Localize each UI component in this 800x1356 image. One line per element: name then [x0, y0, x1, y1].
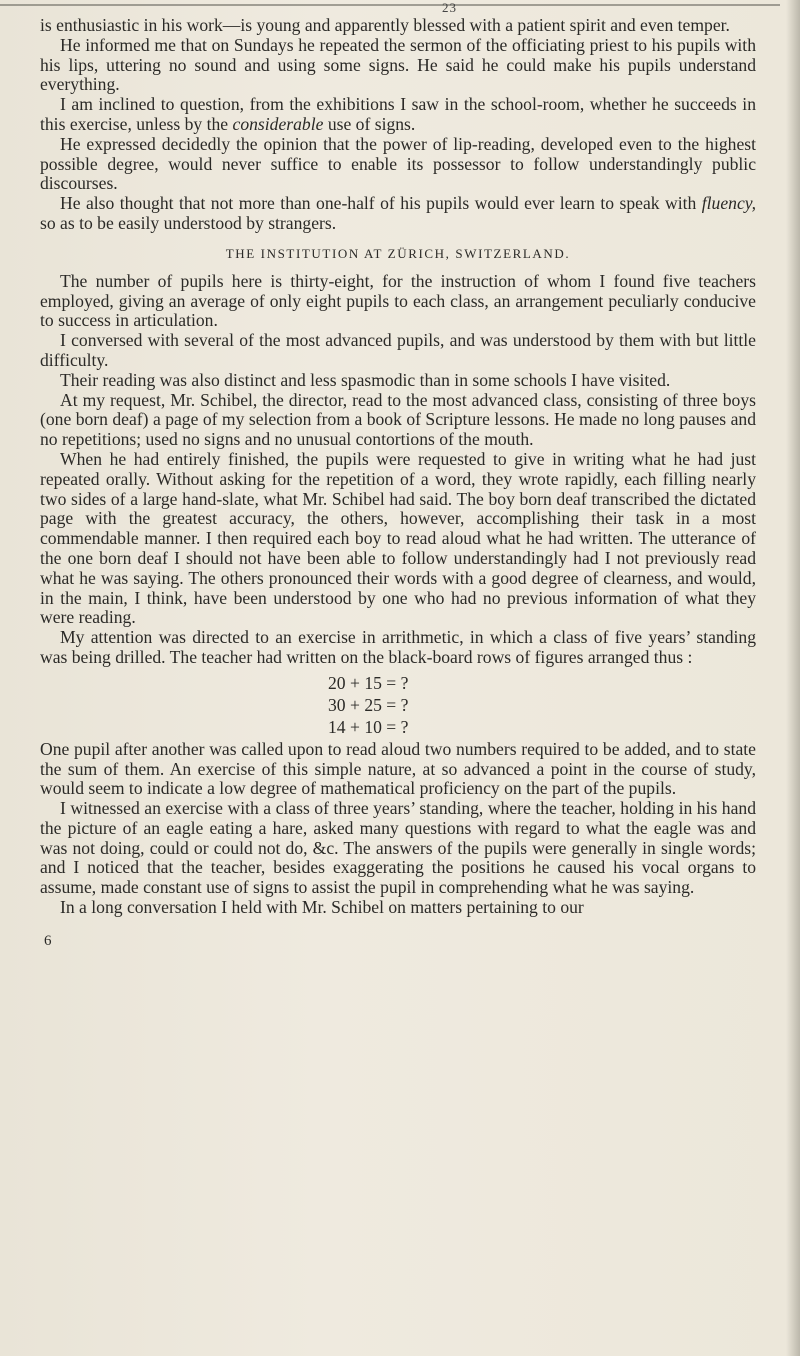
sum-row: 20 + 15 = ?	[328, 672, 409, 693]
paragraph: He expressed decidedly the opinion that the power of lip-reading, developed even to the highest possible degree, would never suffice to enable its possessor to follow understandingly public discourses.	[40, 133, 756, 194]
signature-mark: 6	[44, 932, 52, 949]
paragraph-text: I am inclined to question, from the exhibitions I saw in the school-room, whether he succeeds in this exercise, unless by the	[40, 94, 756, 134]
paragraph-text: use of signs.	[327, 113, 416, 134]
paragraph-text: He also thought that not more than one-half of his pupils would ever learn to speak with	[60, 193, 697, 214]
paragraph	[40, 194, 756, 234]
section-heading: THE INSTITUTION AT ZÜRICH, SWITZERLAND.	[225, 245, 571, 261]
sum-row: 30 + 25 = ?	[328, 694, 409, 715]
top-rule	[0, 4, 780, 6]
paragraph	[40, 95, 756, 135]
page-edge-shadow	[786, 0, 800, 1356]
paragraph-text: so as to be easily understood by strangers.	[40, 212, 337, 233]
page-number: 23	[442, 0, 457, 15]
emphasis-text: fluency,	[701, 193, 756, 214]
paragraph: is enthusiastic in his work—is young and apparently blessed with a patient spirit and even temper.	[40, 15, 730, 35]
arithmetic-rows	[40, 672, 756, 738]
paragraph: I witnessed an exercise with a class of three years’ standing, where the teacher, holding in his hand the picture of an eagle eating a hare, asked many questions with regard to what the eagle was and was not doing, could or could not do, &c. The answers of the pupils were generally in single words; and I noticed that the teacher, besides exaggerating the positions he caused his vocal organs to assume, made constant use of signs to assist the pupil in comprehending what he was saying.	[40, 798, 756, 898]
paragraph: In a long conversation I held with Mr. Schibel on matters pertaining to our	[60, 897, 584, 918]
emphasis-text: considerable	[232, 113, 324, 134]
paragraph: Their reading was also distinct and less spasmodic than in some schools I have visited.	[60, 369, 671, 390]
paragraph: One pupil after another was called upon to read aloud two numbers required to be added, and to state the sum of them. An exercise of this simple nature, at so advanced a point in the course of study, would seem to indicate a low degree of mathematical proficiency on the part of the pupils.	[40, 738, 756, 799]
paragraph: When he had entirely finished, the pupils were requested to give in writing what he had just repeated orally. Without asking for the repetition of a word, they wrote rapidly, each filling nearly two sides of a large hand-slate, what Mr. Schibel had said. The boy born deaf transcribed the dictated page with the greatest accuracy, the others, however, accomplishing their task in a most commendable manner. I then required each boy to read aloud what he had written. The utterance of the one born deaf I should not have been able to follow understandingly had I not previously read what he was saying. The others pronounced their words with a good degree of clearness, and would, in the main, I think, have been understood by one who had no previous information of what they were reading.	[40, 448, 756, 628]
paragraph: I conversed with several of the most advanced pupils, and was understood by them with but little difficulty.	[40, 330, 756, 370]
sum-row: 14 + 10 = ?	[328, 716, 409, 737]
paragraph: He informed me that on Sundays he repeated the sermon of the officiating priest to his pupils with his lips, uttering no sound and using some signs. He said he could make his pupils understand everything.	[40, 34, 756, 95]
paragraph: The number of pupils here is thirty-eight, for the instruction of whom I found five teachers employed, giving an average of only eight pupils to each class, an arrangement peculiarly conducive to success in articulation.	[40, 270, 756, 331]
paragraph: At my request, Mr. Schibel, the director, read to the most advanced class, consisting of three boys (one born deaf) a page of my selection from a book of Scripture lessons. He made no long pauses and no repetitions; used no signs and no unusual contortions of the mouth.	[40, 389, 756, 450]
body-text	[40, 16, 756, 952]
paragraph: My attention was directed to an exercise in arrithmetic, in which a class of five years’ standing was being drilled. The teacher had written on the black-board rows of figures arranged thus :	[40, 627, 756, 667]
